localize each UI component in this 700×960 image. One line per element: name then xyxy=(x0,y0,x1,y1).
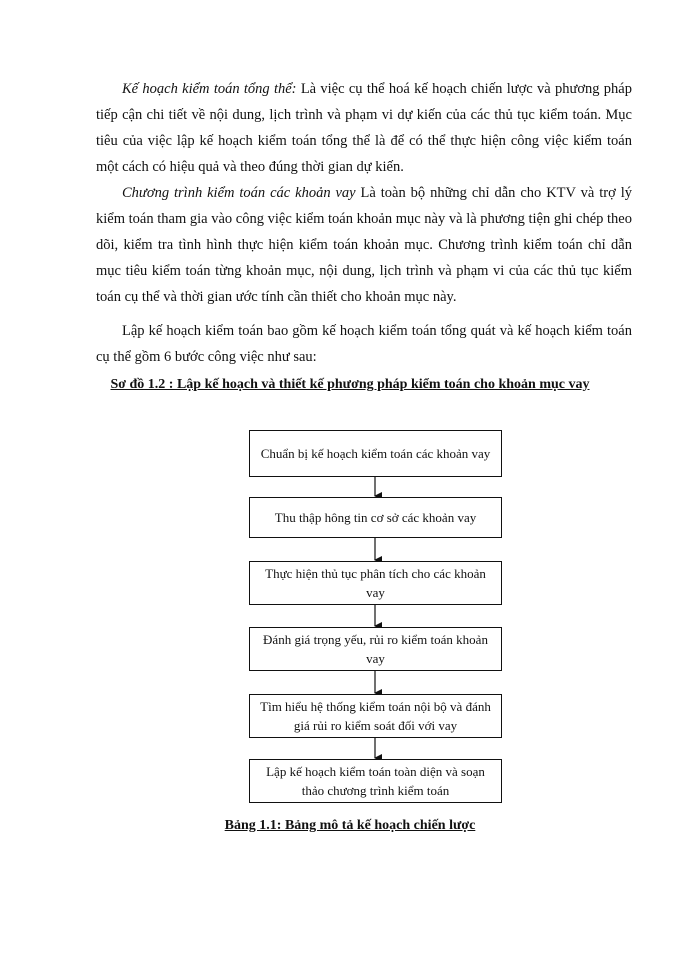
paragraph-text: Là toàn bộ những chỉ dẫn cho KTV và trợ lý kiểm toán tham gia vào công việc kiểm toán khoản mục này và là phương tiện ghi chép theo dõi, kiểm tra tình hình thực hiện kiểm toán khoản mục. Chương trình kiểm toán chỉ dẫn mục tiêu kiểm toán từng khoản mục, nội dung, lịch trình và phạm vi của các thủ tục kiểm toán cụ thể và thời gian ước tính cần thiết cho khoản mục này. xyxy=(96,185,632,305)
paragraph-lead: Chương trình kiểm toán các khoản vay xyxy=(122,185,356,201)
flow-step-internal-control: Tìm hiểu hệ thống kiểm toán nội bộ và đánh giá rủi ro kiểm soát đối với vay xyxy=(249,694,502,738)
paragraph-overall-audit-plan xyxy=(96,76,632,180)
flow-step-prepare-plan: Chuẩn bị kế hoạch kiểm toán các khoản vay xyxy=(249,430,502,477)
flow-step-collect-info: Thu thập hông tin cơ sở các khoản vay xyxy=(249,497,502,538)
flow-step-analytical-procedures: Thực hiện thủ tục phân tích cho các khoản vay xyxy=(249,561,502,605)
paragraph-text: Là việc cụ thể hoá kế hoạch chiến lược và phương pháp tiếp cận chi tiết về nội dung, lịch trình và phạm vi dự kiến của các thủ tục kiểm toán. Mục tiêu của việc lập kế hoạch kiểm toán tổng thể là để có thể thực hiện công việc kiểm toán một cách có hiệu quả và theo đúng thời gian dự kiến. xyxy=(96,81,632,175)
flow-step-comprehensive-plan: Lập kế hoạch kiểm toán toàn diện và soạn thảo chương trình kiểm toán xyxy=(249,759,502,803)
paragraph-loan-audit-program xyxy=(96,180,632,310)
paragraph-planning-steps xyxy=(96,318,632,370)
diagram-title: Sơ đồ 1.2 : Lập kế hoạch và thiết kế phương pháp kiểm toán cho khoản mục vay xyxy=(110,377,590,392)
paragraph-text: Lập kế hoạch kiểm toán bao gồm kế hoạch kiểm toán tổng quát và kế hoạch kiểm toán cụ thể gồm 6 bước công việc như sau: xyxy=(96,323,632,365)
paragraph-lead: Kế hoạch kiểm toán tổng thể: xyxy=(122,81,297,97)
table-caption: Bảng 1.1: Bảng mô tả kế hoạch chiến lược xyxy=(224,818,476,833)
flow-step-materiality-risk: Đánh giá trọng yếu, rủi ro kiểm toán khoản vay xyxy=(249,627,502,671)
